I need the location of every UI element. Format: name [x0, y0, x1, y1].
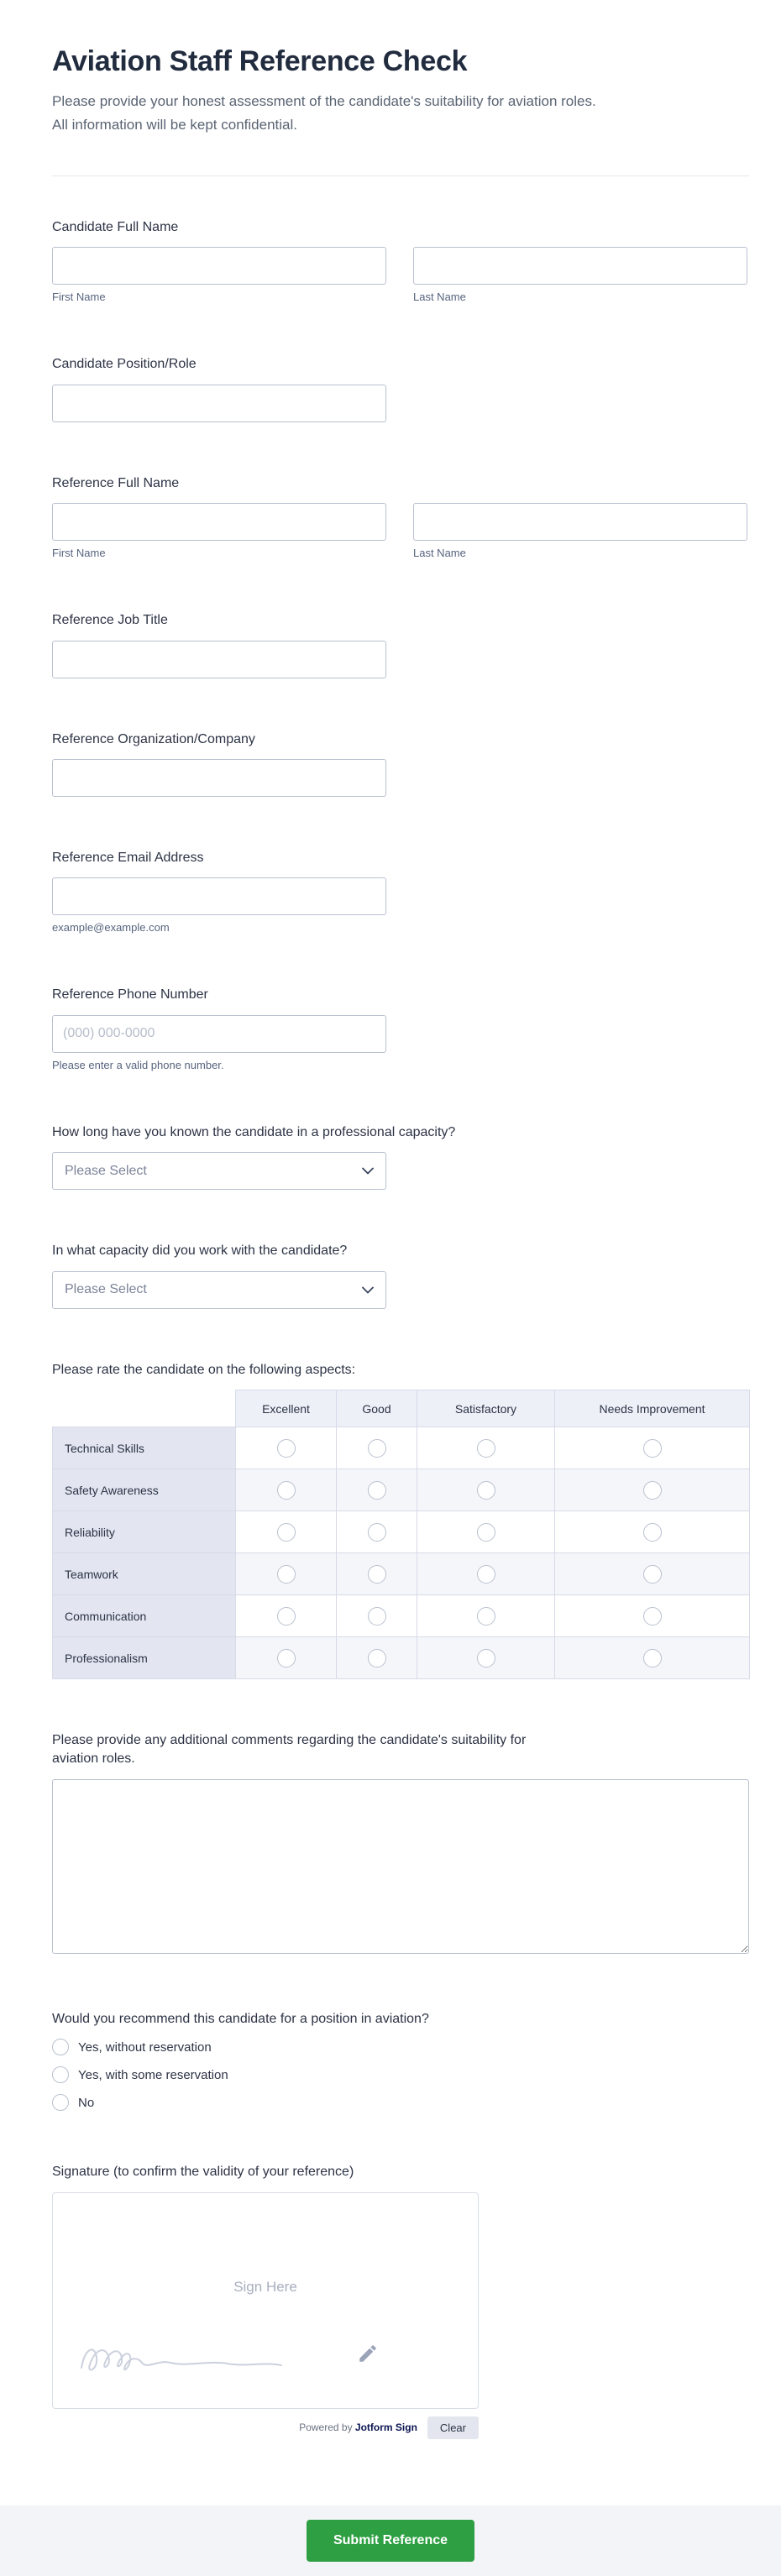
- work-capacity-label: In what capacity did you work with the candidate?: [52, 1243, 348, 1259]
- signature-clear-button[interactable]: Clear: [427, 2416, 479, 2439]
- question-comments: [52, 1731, 749, 1958]
- candidate-position-input[interactable]: [52, 385, 386, 422]
- signature-squiggle: [76, 2338, 286, 2381]
- recommend-option-no[interactable]: [52, 2094, 749, 2111]
- signature-pad[interactable]: [52, 2192, 479, 2409]
- rating-radio-technical-skills-needs-improvement[interactable]: [643, 1439, 662, 1458]
- reference-name-label: Reference Full Name: [52, 475, 180, 490]
- chevron-down-icon: [362, 1286, 374, 1294]
- rating-radio-communication-satisfactory[interactable]: [477, 1607, 495, 1626]
- rating-radio-professionalism-satisfactory[interactable]: [477, 1649, 495, 1668]
- rating-radio-technical-skills-satisfactory[interactable]: [477, 1439, 495, 1458]
- candidate-first-name-sublabel: First Name: [52, 291, 106, 304]
- matrix-row-label: Reliability: [53, 1511, 236, 1553]
- recommend-option-yes-some[interactable]: [52, 2066, 749, 2083]
- reference-org-label: Reference Organization/Company: [52, 731, 255, 746]
- reference-last-name-input[interactable]: [413, 503, 747, 541]
- candidate-name-label: Candidate Full Name: [52, 220, 179, 235]
- candidate-last-name-sublabel: Last Name: [413, 291, 466, 304]
- rating-radio-reliability-satisfactory[interactable]: [477, 1523, 495, 1542]
- reference-email-sublabel: example@example.com: [52, 921, 170, 935]
- rating-radio-safety-awareness-good[interactable]: [368, 1481, 386, 1500]
- question-work-capacity: [52, 1242, 749, 1308]
- rating-radio-technical-skills-good[interactable]: [368, 1439, 386, 1458]
- reference-phone-label: Reference Phone Number: [52, 987, 208, 1003]
- question-reference-org: [52, 730, 749, 797]
- powered-by-text: Powered by Jotform Sign: [299, 2422, 417, 2434]
- reference-first-name-input[interactable]: [52, 503, 386, 541]
- signature-label: Signature (to confirm the validity of your reference): [52, 2165, 354, 2180]
- reference-job-title-label: Reference Job Title: [52, 613, 168, 628]
- rating-radio-communication-excellent[interactable]: [277, 1607, 296, 1626]
- rating-radio-teamwork-satisfactory[interactable]: [477, 1565, 495, 1584]
- known-duration-label: How long have you known the candidate in a professional capacity?: [52, 1124, 456, 1139]
- reference-first-name-sublabel: First Name: [52, 547, 106, 560]
- matrix-col-header-satisfactory: Satisfactory: [417, 1390, 555, 1427]
- rating-radio-teamwork-needs-improvement[interactable]: [643, 1565, 662, 1584]
- question-candidate-name: [52, 218, 749, 303]
- matrix-row-label: Communication: [53, 1595, 236, 1637]
- work-capacity-select[interactable]: [52, 1271, 386, 1309]
- form-title: Aviation Staff Reference Check: [52, 45, 468, 77]
- chevron-down-icon: [362, 1167, 374, 1175]
- rating-radio-professionalism-good[interactable]: [368, 1649, 386, 1668]
- rating-matrix-label: Please rate the candidate on the following aspects:: [52, 1362, 356, 1377]
- known-duration-value: Please Select: [65, 1163, 147, 1178]
- matrix-col-header-good: Good: [337, 1390, 417, 1427]
- rating-radio-professionalism-needs-improvement[interactable]: [643, 1649, 662, 1668]
- recommend-option-label: Yes, with some reservation: [78, 2067, 228, 2082]
- recommend-option-label: Yes, without reservation: [78, 2039, 212, 2055]
- sign-here-text: Sign Here: [233, 2278, 297, 2295]
- jotform-sign-brand: Jotform Sign: [354, 2422, 417, 2434]
- rating-radio-technical-skills-excellent[interactable]: [277, 1439, 296, 1458]
- matrix-row-label: Technical Skills: [53, 1427, 236, 1469]
- reference-phone-sublabel: Please enter a valid phone number.: [52, 1058, 224, 1071]
- question-reference-phone: [52, 986, 749, 1071]
- pen-icon: [357, 2343, 379, 2364]
- rating-matrix: [52, 1390, 750, 1679]
- reference-org-input[interactable]: [52, 759, 386, 797]
- rating-radio-professionalism-excellent[interactable]: [277, 1649, 296, 1668]
- matrix-row-teamwork: [53, 1553, 750, 1595]
- matrix-row-label: Safety Awareness: [53, 1469, 236, 1511]
- matrix-row-reliability: [53, 1511, 750, 1553]
- signature-footer: [52, 2416, 479, 2439]
- rating-radio-communication-needs-improvement[interactable]: [643, 1607, 662, 1626]
- matrix-row-communication: [53, 1595, 750, 1637]
- form-footer: [0, 2505, 781, 2576]
- matrix-row-label: Professionalism: [53, 1637, 236, 1679]
- question-reference-job-title: [52, 611, 749, 678]
- question-rating-matrix: [52, 1361, 749, 1679]
- recommend-option-yes-without[interactable]: [52, 2039, 749, 2055]
- reference-job-title-input[interactable]: [52, 641, 386, 678]
- question-reference-email: [52, 849, 749, 934]
- recommend-option-label: No: [78, 2095, 95, 2110]
- matrix-corner-cell: [53, 1390, 236, 1427]
- candidate-last-name-input[interactable]: [413, 247, 747, 285]
- matrix-row-professionalism: [53, 1637, 750, 1679]
- question-known-duration: [52, 1123, 749, 1190]
- known-duration-select[interactable]: [52, 1152, 386, 1190]
- matrix-row-safety-awareness: [53, 1469, 750, 1511]
- matrix-row-technical-skills: [53, 1427, 750, 1469]
- recommend-label: Would you recommend this candidate for a position in aviation?: [52, 2011, 429, 2026]
- reference-email-input[interactable]: [52, 877, 386, 915]
- section-divider: [52, 175, 749, 176]
- question-recommend: [52, 2010, 749, 2111]
- reference-email-label: Reference Email Address: [52, 851, 204, 866]
- candidate-position-label: Candidate Position/Role: [52, 357, 197, 372]
- work-capacity-value: Please Select: [65, 1282, 147, 1297]
- recommend-radio[interactable]: [52, 2066, 69, 2083]
- candidate-first-name-input[interactable]: [52, 247, 386, 285]
- comments-label: Please provide any additional comments regarding the candidate's suitability for aviation roles.: [52, 1733, 527, 1767]
- matrix-col-header-excellent: Excellent: [236, 1390, 337, 1427]
- rating-radio-reliability-excellent[interactable]: [277, 1523, 296, 1542]
- rating-radio-communication-good[interactable]: [368, 1607, 386, 1626]
- matrix-col-header-needs-improvement: Needs Improvement: [555, 1390, 750, 1427]
- rating-radio-safety-awareness-satisfactory[interactable]: [477, 1481, 495, 1500]
- form-subtitle: Please provide your honest assessment of the candidate's suitability for aviation roles. All information will be kept confidential.: [52, 93, 596, 134]
- recommend-radio[interactable]: [52, 2039, 69, 2055]
- reference-phone-input[interactable]: [52, 1015, 386, 1053]
- question-candidate-position: [52, 355, 749, 421]
- matrix-row-label: Teamwork: [53, 1553, 236, 1595]
- rating-radio-reliability-needs-improvement[interactable]: [643, 1523, 662, 1542]
- reference-last-name-sublabel: Last Name: [413, 547, 466, 560]
- question-signature: [52, 2163, 749, 2438]
- submit-button[interactable]: Submit Reference: [307, 2520, 474, 2562]
- rating-radio-reliability-good[interactable]: [368, 1523, 386, 1542]
- rating-radio-safety-awareness-excellent[interactable]: [277, 1481, 296, 1500]
- comments-textarea[interactable]: [52, 1779, 749, 1954]
- rating-radio-teamwork-good[interactable]: [368, 1565, 386, 1584]
- recommend-radio[interactable]: [52, 2094, 69, 2111]
- rating-radio-safety-awareness-needs-improvement[interactable]: [643, 1481, 662, 1500]
- rating-radio-teamwork-excellent[interactable]: [277, 1565, 296, 1584]
- question-reference-name: [52, 474, 749, 559]
